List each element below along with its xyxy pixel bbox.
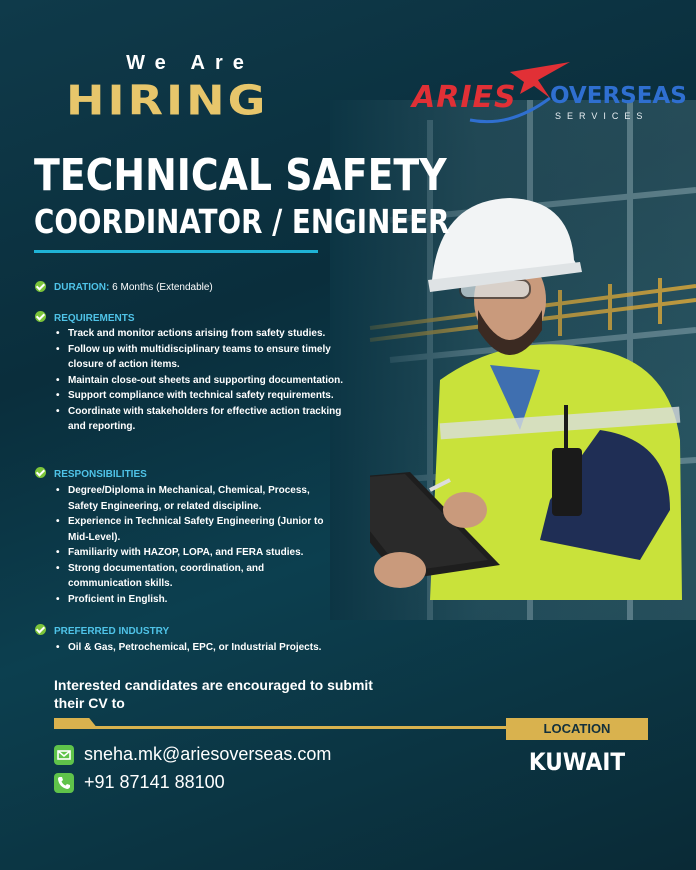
phone-number[interactable]: +91 87141 88100 [84,772,225,792]
email-icon [54,745,74,765]
email-contact[interactable] [54,744,331,765]
email-address[interactable]: sneha.mk@ariesoverseas.com [84,744,332,764]
duration-label: DURATION: [54,282,110,293]
list-item: • Strong documentation, coordination, and communication skills. [54,561,339,592]
list-item: • Support compliance with technical safety requirements. [54,388,354,404]
check-icon [35,467,46,478]
responsibilities-heading: RESPONSIBILITIES [54,469,147,480]
engineer-illustration [370,180,696,620]
gold-divider [54,726,506,729]
title-underline [34,250,318,253]
requirements-heading: REQUIREMENTS [54,313,135,324]
list-item: • Maintain close-out sheets and supporting documentation. [54,373,354,389]
list-item: • Coordinate with stakeholders for effective action tracking and reporting. [54,404,354,435]
list-item: • Degree/Diploma in Mechanical, Chemical, Process, Safety Engineering, or related discipline. [54,483,339,514]
logo-overseas-text: OVERSEAS [550,83,687,109]
phone-contact[interactable] [54,772,225,793]
logo-services-text: SERVICES [555,111,649,121]
we-are-text: We Are [126,52,254,74]
hiring-heading: HIRING [66,76,269,125]
job-title-line2: COORDINATOR / ENGINEER [34,202,450,241]
list-item: • Track and monitor actions arising from safety studies. [54,326,354,342]
job-title-line1: TECHNICAL SAFETY [34,150,447,201]
logo-aries-text: ARIES [412,80,517,115]
responsibilities-list [54,483,339,607]
list-item: • Oil & Gas, Petrochemical, EPC, or Industrial Projects. [54,640,374,656]
industry-heading: PREFERRED INDUSTRY [54,626,170,637]
list-item: • Follow up with multidisciplinary teams to ensure timely closure of action items. [54,342,354,373]
list-item: • Experience in Technical Safety Engineering (Junior to Mid-Level). [54,514,339,545]
phone-icon [54,773,74,793]
requirements-list [54,326,354,435]
industry-list [54,640,374,656]
duration-value: 6 Months (Extendable) [112,282,213,293]
company-logo [410,58,687,128]
check-icon [35,311,46,322]
check-icon [35,281,46,292]
list-item: • Familiarity with HAZOP, LOPA, and FERA studies. [54,545,339,561]
list-item: • Proficient in English. [54,592,339,608]
duration-row [54,282,213,293]
check-icon [35,624,46,635]
location-label: LOCATION [506,718,648,740]
cta-text: Interested candidates are encouraged to submit their CV to [54,677,373,711]
location-value: KUWAIT [528,748,626,776]
